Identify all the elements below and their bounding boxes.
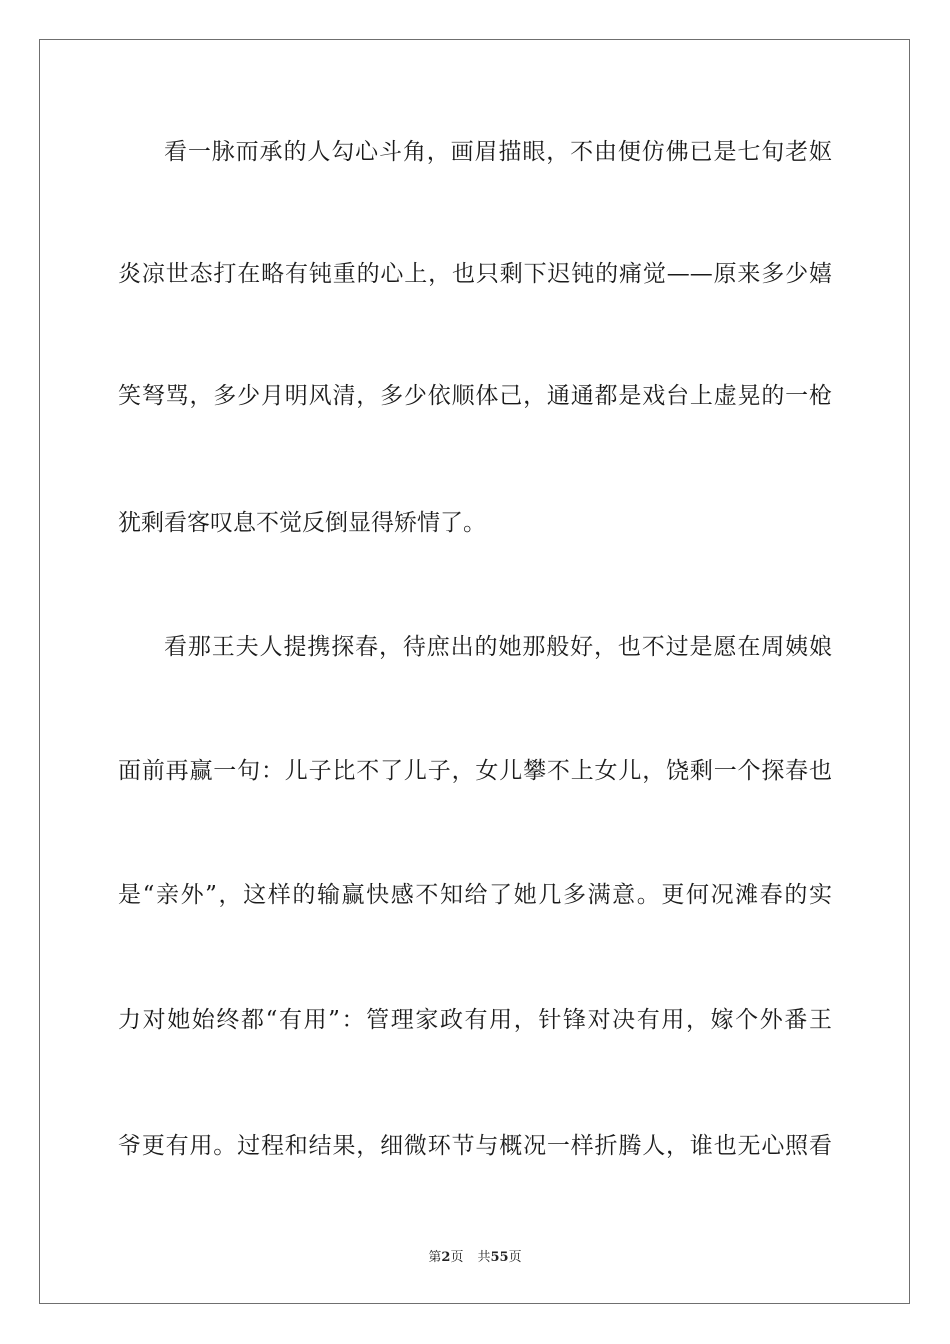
paragraph-line-1: 看一脉而承的人勾心斗角，画眉描眼，不由便仿佛已是七旬老妪 [164, 139, 832, 165]
paragraph-line-9: 爷更有用。过程和结果，细微环节与概况一样折腾人，谁也无心照看 [118, 1133, 832, 1159]
page-footer [0, 1246, 950, 1265]
paragraph-line-8: 力对她始终都“有用”：管理家政有用，针锋对决有用，嫁个外番王 [118, 1007, 832, 1033]
paragraph-line-2: 炎凉世态打在略有钝重的心上，也只剩下迟钝的痛觉——原来多少嬉 [118, 261, 832, 287]
paragraph-line-5: 看那王夫人提携探春，待庶出的她那般好，也不过是愿在周姨娘 [164, 634, 832, 660]
total-prefix: 共 [477, 1250, 491, 1265]
page-border [39, 39, 910, 1304]
page-number: 2 [441, 1250, 451, 1265]
page-prefix: 第 [428, 1250, 442, 1265]
paragraph-line-6: 面前再赢一句：儿子比不了儿子，女儿攀不上女儿，饶剩一个探春也 [118, 758, 832, 784]
page-suffix: 页 [450, 1250, 464, 1265]
paragraph-line-3: 笑弩骂，多少月明风清，多少依顺体己，通通都是戏台上虚晃的一枪 [118, 383, 832, 409]
paragraph-line-4: 犹剩看客叹息不觉反倒显得矫情了。 [118, 510, 486, 536]
total-suffix: 页 [508, 1250, 522, 1265]
paragraph-line-7: 是“亲外”，这样的输赢快感不知给了她几多满意。更何况滩春的实 [118, 882, 832, 908]
total-pages: 55 [490, 1250, 509, 1265]
